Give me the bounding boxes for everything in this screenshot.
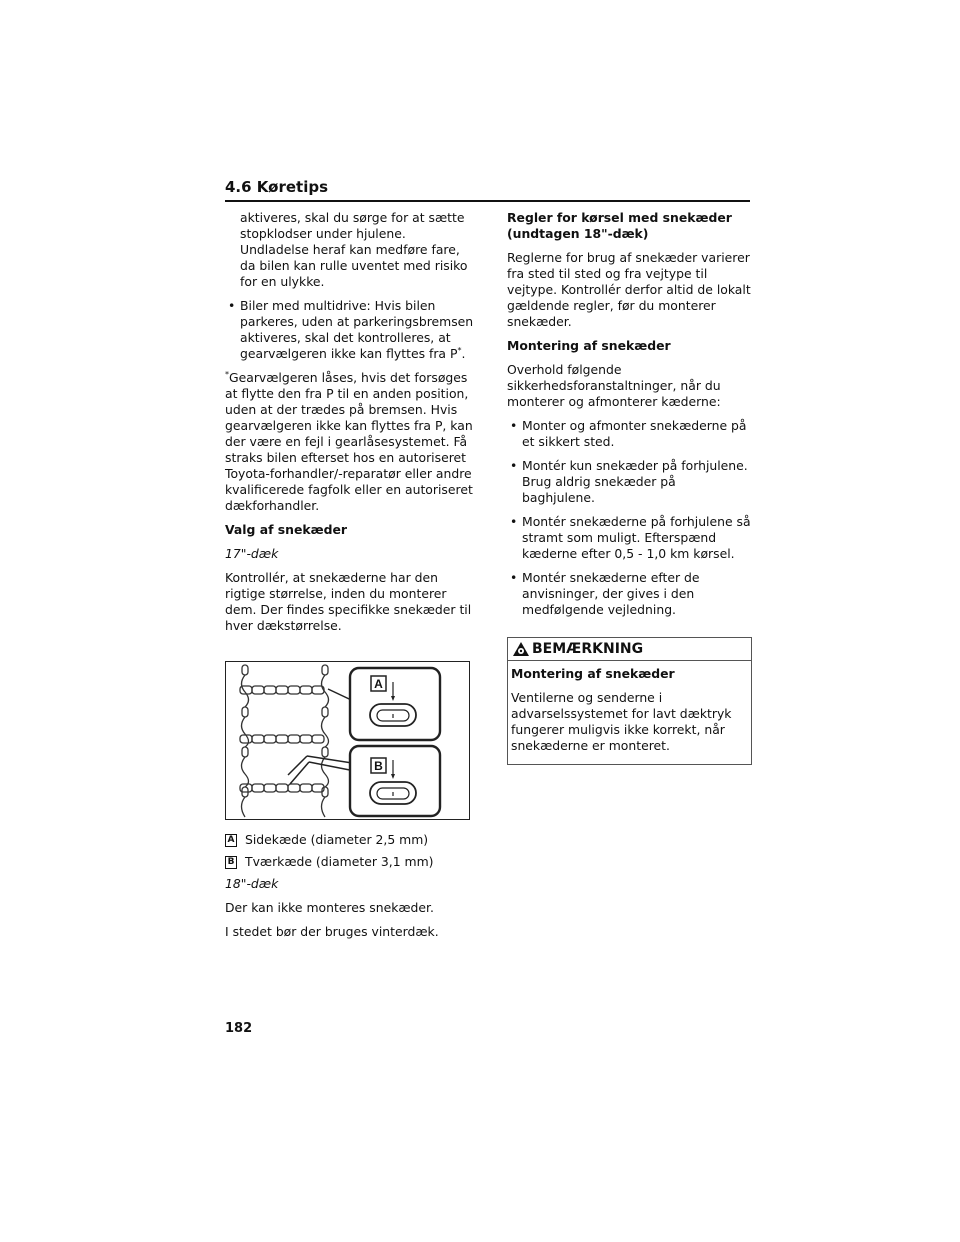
legend-a-text: Sidekæde (diameter 2,5 mm) bbox=[245, 832, 429, 847]
footnote bbox=[225, 370, 475, 514]
cross-chain-2 bbox=[240, 735, 324, 743]
side-chain-right bbox=[322, 665, 329, 817]
snow-chain-illustration bbox=[226, 662, 469, 819]
cross-chain-3 bbox=[240, 784, 324, 792]
section-heading: Valg af snekæder bbox=[225, 522, 347, 537]
bullet-dot: • bbox=[510, 418, 518, 433]
bullet-dot: • bbox=[510, 514, 518, 529]
mounting-paragraph: Overhold følgende sikkerhedsforanstaltninger, når du monterer og afmonterer kæderne: bbox=[507, 362, 721, 409]
cross-chain-1 bbox=[240, 686, 324, 694]
warning-gear-icon bbox=[512, 641, 530, 657]
page-number: 182 bbox=[225, 1021, 253, 1036]
legend-b-text: Tværkæde (diameter 3,1 mm) bbox=[245, 854, 434, 869]
notice-heading: Montering af snekæder bbox=[511, 666, 675, 681]
notice-body bbox=[508, 661, 751, 764]
legend-a bbox=[225, 832, 475, 848]
legend-a-key: A bbox=[225, 834, 237, 847]
snow-chain-figure bbox=[225, 661, 470, 820]
list-item bbox=[507, 514, 752, 562]
side-chain-left bbox=[242, 665, 249, 817]
list-item-text: Monter og afmonter snekæderne på et sikkert sted. bbox=[522, 418, 747, 449]
multidrive-bullet bbox=[225, 298, 475, 362]
figure-label-b: B bbox=[374, 759, 383, 773]
paragraph-18a: Der kan ikke monteres snekæder. bbox=[225, 900, 434, 915]
right-column bbox=[507, 210, 752, 765]
bullet-text: Biler med multidrive: Hvis bilen parkeres, uden at parkeringsbremsen aktiveres, skal det kontrolleres, at gearvælgeren ikke kan flyttes fra P bbox=[240, 298, 474, 361]
bullet-dot: • bbox=[510, 458, 518, 473]
subheading-18: 18"-dæk bbox=[225, 876, 279, 891]
footnote-marker: * bbox=[457, 345, 462, 355]
mounting-heading: Montering af snekæder bbox=[507, 338, 671, 353]
list-item-text: Montér kun snekæder på forhjulene. Brug aldrig snekæder på baghjulene. bbox=[522, 458, 748, 505]
list-item bbox=[507, 570, 752, 618]
paragraph-17: Kontrollér, at snekæderne har den rigtige størrelse, inden du monterer dem. Der findes specifikke snekæder til hver dækstørrelse. bbox=[225, 570, 472, 633]
legend-b bbox=[225, 854, 475, 870]
list-item bbox=[507, 418, 752, 450]
notice-header bbox=[508, 638, 751, 661]
detail-box-b bbox=[350, 746, 440, 816]
paragraph-18b: I stedet bør der bruges vinterdæk. bbox=[225, 924, 439, 939]
bullet-period: . bbox=[461, 346, 466, 361]
notice-text: Ventilerne og senderne i advarselssystemet for lavt dæktryk fungerer muligvis ikke korrekt, når snekæderne er monteret. bbox=[511, 690, 732, 753]
figure-label-a: A bbox=[374, 677, 383, 691]
section-title: 4.6 Køretips bbox=[225, 178, 329, 196]
footnote-text: Gearvælgeren låses, hvis det forsøges at flytte den fra P til en anden position, uden at der trædes på bremsen. Hvis gearvælgeren ikke kan flyttes fra P, kan der være en fejl i gearlåsesystemet. Få straks bilen efterset hos en autoriseret Toyota-forhandler/-reparatør eller andre kvalificerede fagfolk eller en autoriseret dækforhandler. bbox=[225, 370, 473, 513]
rules-heading: Regler for kørsel med snekæder (undtagen 18"-dæk) bbox=[507, 210, 732, 241]
bullet-dot: • bbox=[228, 298, 236, 313]
rules-paragraph: Reglerne for brug af snekæder varierer fra sted til sted og fra vejtype til vejtype. Kontrollér derfor altid de lokalt gældende regler, før du monterer snekæder. bbox=[507, 250, 751, 329]
left-column bbox=[225, 210, 475, 948]
header-rule bbox=[225, 200, 750, 202]
detail-box-a bbox=[350, 668, 440, 740]
list-item bbox=[507, 458, 752, 506]
continued-paragraph: aktiveres, skal du sørge for at sætte stopklodser under hjulene. Undladelse heraf kan medføre fare, da bilen kan rulle uventet med risiko for en ulykke. bbox=[240, 210, 468, 289]
subheading-17: 17"-dæk bbox=[225, 546, 279, 561]
list-item-text: Montér snekæderne efter de anvisninger, der gives i den medfølgende vejledning. bbox=[522, 570, 700, 617]
legend-b-key: B bbox=[225, 856, 237, 869]
list-item-text: Montér snekæderne på forhjulene så stramt som muligt. Efterspænd kæderne efter 0,5 - 1,0 km kørsel. bbox=[522, 514, 751, 561]
notice-box bbox=[507, 637, 752, 765]
notice-title: BEMÆRKNING bbox=[532, 641, 644, 657]
bullet-dot: • bbox=[510, 570, 518, 585]
footnote-star: * bbox=[225, 369, 229, 379]
